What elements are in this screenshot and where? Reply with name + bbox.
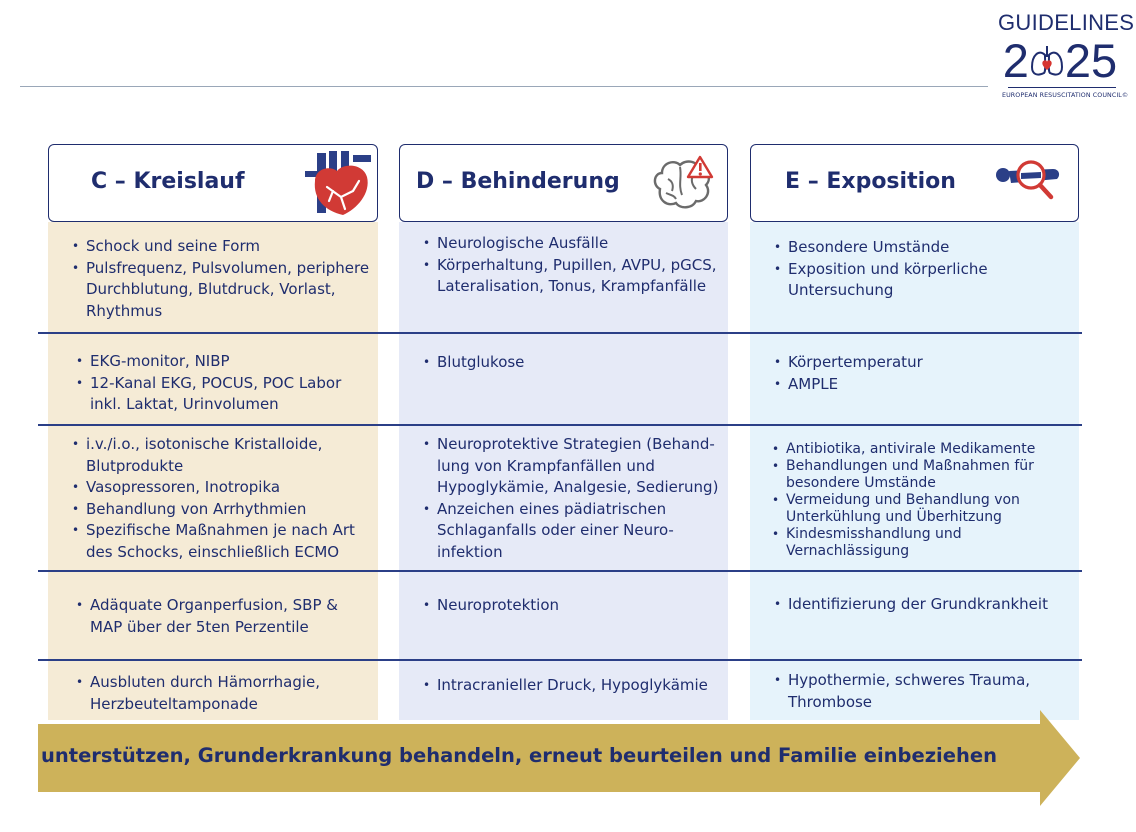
list-item: • Spezifische Maßnahmen je nach Art des Schocks, einschließlich ECMO (70, 520, 370, 563)
row-divider (38, 570, 1082, 572)
list-item: • Körpertemperatur (772, 352, 1072, 374)
column-header-exposition (750, 144, 1079, 222)
row-divider (38, 424, 1082, 426)
column-title: D – Behinderung (416, 169, 620, 194)
list-item: • Neurologische Ausfälle (421, 233, 721, 255)
list-item: • Neuroprotektion (421, 595, 721, 617)
list-item: • Vermeidung und Behandlung von Unterkühlung und Überhitzung (770, 492, 1070, 526)
list-item: • Identifizierung der Grundkrankheit (772, 594, 1072, 616)
list-item: • Anzeichen eines pädiatrischen Schlaganfalls oder einer Neuro-infektion (421, 499, 721, 564)
list-item: • i.v./i.o., isotonische Kristalloide, Blutprodukte (70, 434, 370, 477)
list-item: • Vasopressoren, Inotropika (70, 477, 370, 499)
banner-text: unterstützen, Grunderkrankung behandeln, erneut beurteilen und Familie einbeziehen (41, 744, 997, 767)
heart-icon (303, 151, 377, 217)
list-item: • Schock und seine Form (70, 236, 370, 258)
cell-c-row4 (74, 595, 364, 638)
cell-e-row5 (772, 670, 1072, 713)
list-item: • AMPLE (772, 374, 1072, 396)
row-divider (38, 332, 1082, 334)
cell-d-row3 (421, 434, 721, 563)
cell-c-row1 (70, 236, 370, 322)
list-item: • Körperhaltung, Pupillen, AVPU, pGCS, Lateralisation, Tonus, Krampfanfälle (421, 255, 721, 298)
cell-e-row4 (772, 594, 1072, 616)
list-item: • Behandlung von Arrhythmien (70, 499, 370, 521)
cell-d-row5 (421, 675, 721, 697)
list-item: • Ausbluten durch Hämorrhagie, Herzbeuteltamponade (74, 672, 364, 715)
cell-e-row1 (772, 237, 1072, 302)
cell-c-row2 (74, 351, 370, 416)
list-item: • Kindesmisshandlung und Vernachlässigung (770, 526, 1070, 560)
list-item: • Adäquate Organperfusion, SBP & MAP über der 5ten Perzentile (74, 595, 364, 638)
column-title: C – Kreislauf (91, 169, 245, 194)
list-item: • Hypothermie, schweres Trauma, Thrombose (772, 670, 1072, 713)
list-item: • Pulsfrequenz, Pulsvolumen, periphere Durchblutung, Blutdruck, Vorlast, Rhythmus (70, 258, 370, 323)
list-item: • Intracranieller Druck, Hypoglykämie (421, 675, 721, 697)
cell-c-row5 (74, 672, 364, 715)
brain-warning-icon (650, 155, 720, 211)
list-item: • Neuroprotektive Strategien (Behand-lung von Krampfanfällen und Hypoglykämie, Analgesie, Sedierung) (421, 434, 721, 499)
list-item: • EKG-monitor, NIBP (74, 351, 370, 373)
patient-magnifier-icon (991, 159, 1063, 205)
cell-d-row2 (421, 352, 721, 374)
list-item: • Besondere Umstände (772, 237, 1072, 259)
header-divider (20, 86, 988, 87)
list-item: • 12-Kanal EKG, POCUS, POC Labor inkl. Laktat, Urinvolumen (74, 373, 370, 416)
guidelines-2025-logo (998, 10, 1135, 130)
logo-year-left: 2 (1002, 34, 1029, 87)
logo-year-right: 25 (1064, 34, 1118, 87)
column-title: E – Exposition (785, 169, 956, 194)
column-header-behinderung (399, 144, 728, 222)
cell-e-row3 (770, 441, 1070, 560)
logo-year (998, 34, 1122, 87)
list-item: • Blutglukose (421, 352, 721, 374)
list-item: • Antibiotika, antivirale Medikamente (770, 441, 1070, 458)
cell-e-row2 (772, 352, 1072, 395)
logo-council: EUROPEAN RESUSCITATION COUNCIL© (1002, 92, 1129, 99)
list-item: • Exposition und körperliche Untersuchung (772, 259, 1072, 302)
cell-d-row1 (421, 233, 721, 298)
logo-title: GUIDELINES (998, 10, 1135, 35)
lungs-heart-icon (1030, 43, 1064, 79)
cell-c-row3 (70, 434, 370, 563)
row-divider (38, 659, 1082, 661)
logo-divider (1008, 87, 1116, 88)
column-header-kreislauf (48, 144, 378, 222)
list-item: • Behandlungen und Maßnahmen für besondere Umstände (770, 458, 1070, 492)
cell-d-row4 (421, 595, 721, 617)
